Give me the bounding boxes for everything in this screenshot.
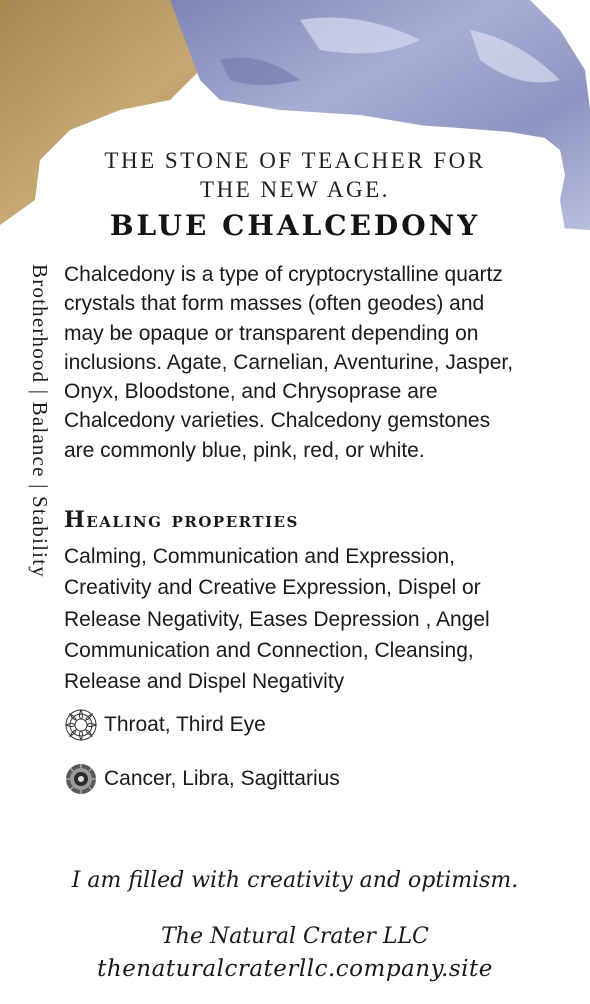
tagline-line-2: THE NEW AGE. xyxy=(200,177,390,202)
website-link[interactable]: thenaturalcraterllc.company.site xyxy=(97,956,493,982)
chakra-row xyxy=(64,708,266,742)
affirmation: I am filled with creativity and optimism. xyxy=(71,868,519,893)
side-keywords xyxy=(28,264,52,664)
page-title: BLUE CHALCEDONY xyxy=(109,209,481,242)
chakra-label: Throat, Third Eye xyxy=(104,713,266,736)
company-name: The Natural Crater LLC xyxy=(161,924,429,949)
zodiac-label: Cancer, Libra, Sagittarius xyxy=(104,767,340,790)
tagline-line-1: THE STONE OF TEACHER FOR xyxy=(104,148,486,173)
healing-heading: Healing properties xyxy=(64,507,299,533)
description: Chalcedony is a type of cryptocrystalline quartz crystals that form masses (often geodes) and may be opaque or transparent depending on inclusions. Agate, Carnelian, Aventurine, Jasper, Onyx, Bloodstone, and Chrysoprase are Chalcedony varieties. Chalcedony gemstones are commonly blue, pink, red, or white. xyxy=(64,263,514,462)
zodiac-row xyxy=(64,762,340,796)
tagline xyxy=(0,146,590,204)
healing-properties: Calming, Communication and Expression, Creativity and Creative Expression, Dispel or Release Negativity, Eases Depression , Angel Communication and Connection, Cleansing, Release and Dispel Negativity xyxy=(64,545,490,694)
zodiac-wheel-icon xyxy=(64,762,98,796)
chakra-flower-icon xyxy=(64,708,98,742)
side-keywords-text: Brotherhood | Balance | Stability xyxy=(28,264,52,578)
